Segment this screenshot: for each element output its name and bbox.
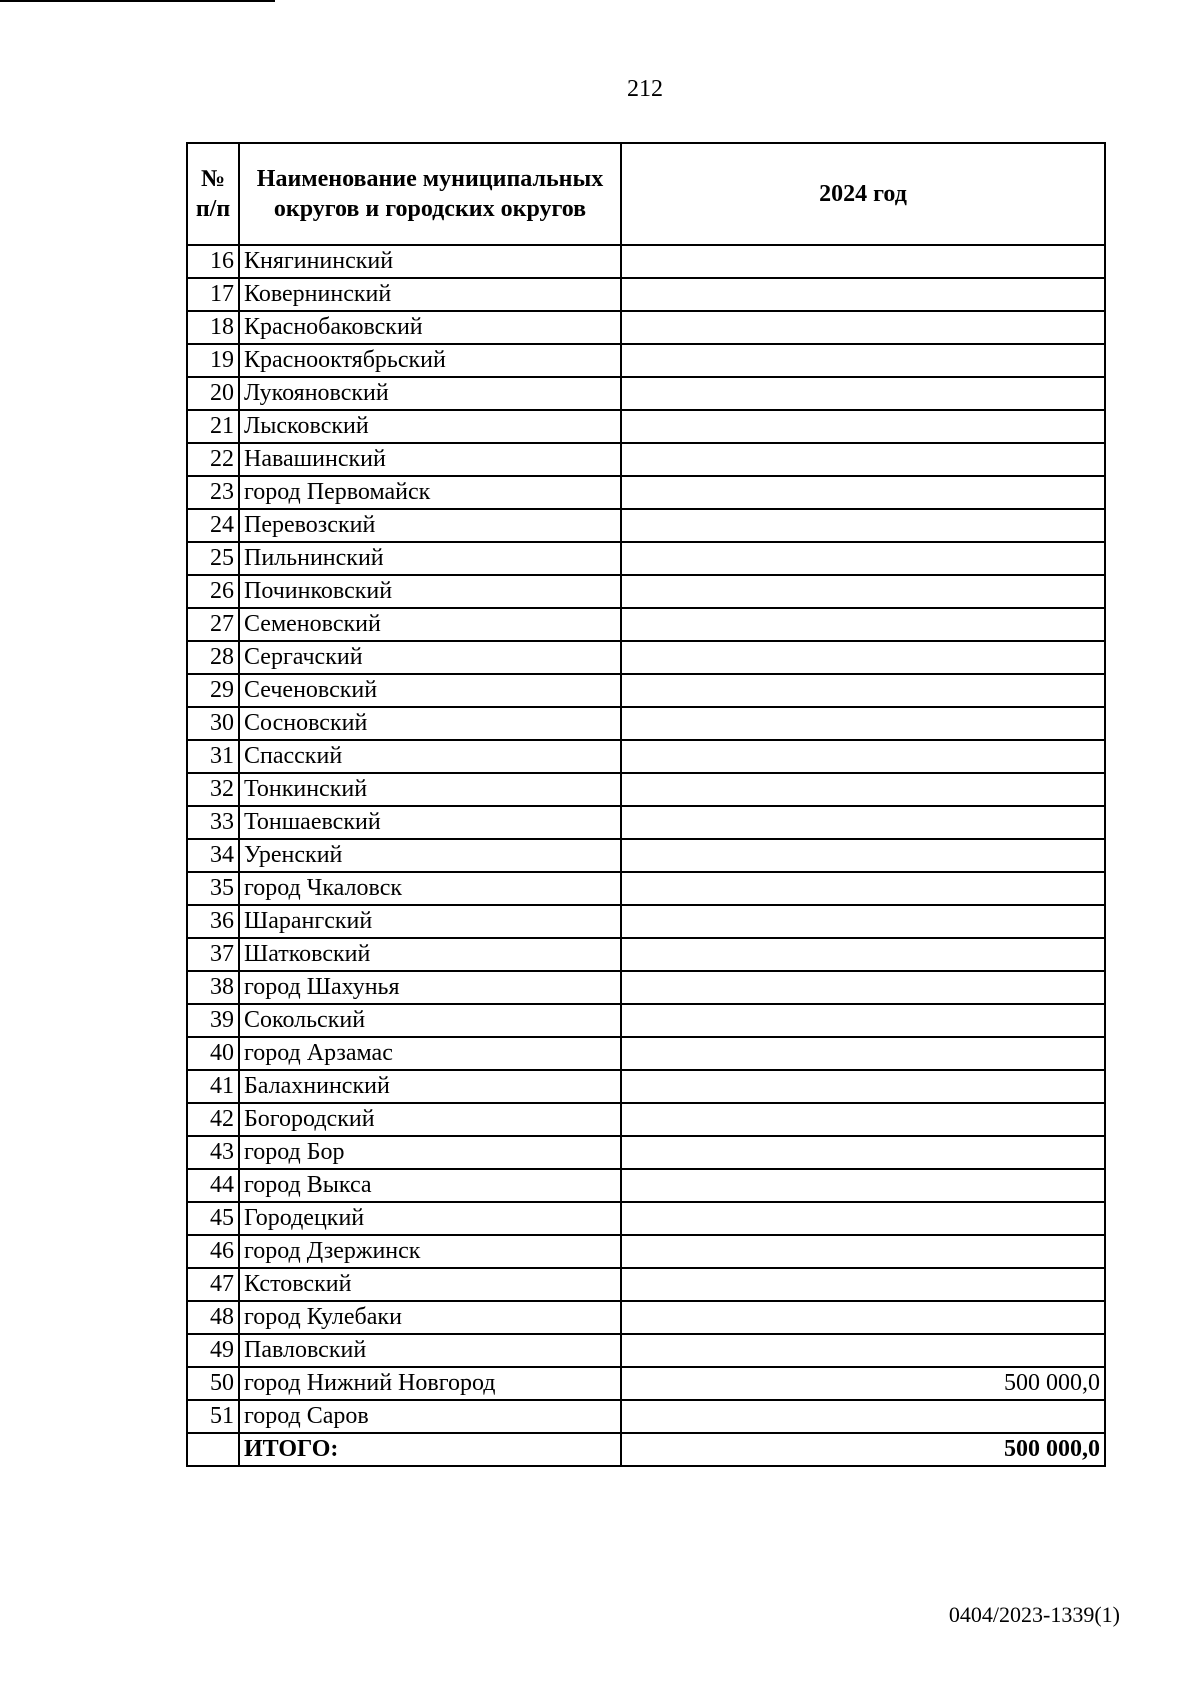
row-value: [621, 608, 1105, 641]
row-number: 16: [187, 245, 239, 278]
row-value: [621, 278, 1105, 311]
row-number: 21: [187, 410, 239, 443]
row-value: [621, 641, 1105, 674]
row-value: [621, 410, 1105, 443]
table-row: [187, 1301, 1105, 1334]
table-header-row: [187, 143, 1105, 245]
row-value: [621, 1400, 1105, 1433]
table-row: [187, 872, 1105, 905]
row-name: Перевозский: [239, 509, 621, 542]
row-name: Лысковский: [239, 410, 621, 443]
row-value: [621, 1169, 1105, 1202]
row-number: 37: [187, 938, 239, 971]
row-name: город Шахунья: [239, 971, 621, 1004]
table-row: [187, 740, 1105, 773]
table-row: [187, 971, 1105, 1004]
table-row: [187, 278, 1105, 311]
table-row: [187, 1400, 1105, 1433]
table-row: [187, 542, 1105, 575]
table-row: [187, 608, 1105, 641]
table-row: [187, 1004, 1105, 1037]
row-number: 27: [187, 608, 239, 641]
total-value: 500 000,0: [621, 1433, 1105, 1466]
row-value: [621, 311, 1105, 344]
table-row: [187, 641, 1105, 674]
row-number: 42: [187, 1103, 239, 1136]
table-row: [187, 311, 1105, 344]
row-name: Краснобаковский: [239, 311, 621, 344]
table-row: [187, 1136, 1105, 1169]
table-row: [187, 1037, 1105, 1070]
row-value: [621, 707, 1105, 740]
row-name: город Первомайск: [239, 476, 621, 509]
row-value: [621, 542, 1105, 575]
allocation-table: [186, 142, 1106, 1467]
row-number: 18: [187, 311, 239, 344]
row-name: Сергачский: [239, 641, 621, 674]
row-value: [621, 476, 1105, 509]
row-name: Княгининский: [239, 245, 621, 278]
row-value: [621, 971, 1105, 1004]
row-number: 29: [187, 674, 239, 707]
row-value: [621, 1334, 1105, 1367]
table-row: [187, 1334, 1105, 1367]
row-number: 39: [187, 1004, 239, 1037]
total-number-cell: [187, 1433, 239, 1466]
row-number: 31: [187, 740, 239, 773]
row-name: Семеновский: [239, 608, 621, 641]
row-name: Сеченовский: [239, 674, 621, 707]
row-value: [621, 1136, 1105, 1169]
row-number: 25: [187, 542, 239, 575]
row-number: 47: [187, 1268, 239, 1301]
row-number: 35: [187, 872, 239, 905]
scan-edge-mark: [0, 0, 275, 2]
row-name: Павловский: [239, 1334, 621, 1367]
table-row: [187, 410, 1105, 443]
row-name: Шатковский: [239, 938, 621, 971]
table-row: [187, 443, 1105, 476]
row-value: 500 000,0: [621, 1367, 1105, 1400]
row-number: 50: [187, 1367, 239, 1400]
row-value: [621, 245, 1105, 278]
table-row: [187, 1070, 1105, 1103]
table-row: [187, 905, 1105, 938]
row-number: 41: [187, 1070, 239, 1103]
table-row: [187, 245, 1105, 278]
row-number: 46: [187, 1235, 239, 1268]
row-number: 48: [187, 1301, 239, 1334]
row-number: 30: [187, 707, 239, 740]
table-body: [187, 245, 1105, 1433]
row-value: [621, 1202, 1105, 1235]
row-value: [621, 377, 1105, 410]
row-value: [621, 740, 1105, 773]
row-value: [621, 1070, 1105, 1103]
row-number: 36: [187, 905, 239, 938]
row-name: город Нижний Новгород: [239, 1367, 621, 1400]
row-name: город Чкаловск: [239, 872, 621, 905]
document-code: 0404/2023-1339(1): [948, 1602, 1120, 1627]
row-name: город Арзамас: [239, 1037, 621, 1070]
row-number: 24: [187, 509, 239, 542]
row-name: Сокольский: [239, 1004, 621, 1037]
row-name: Ковернинский: [239, 278, 621, 311]
row-name: Навашинский: [239, 443, 621, 476]
row-value: [621, 674, 1105, 707]
row-name: Балахнинский: [239, 1070, 621, 1103]
table-row: [187, 674, 1105, 707]
row-value: [621, 773, 1105, 806]
table-row: [187, 377, 1105, 410]
row-name: Пильнинский: [239, 542, 621, 575]
table-row: [187, 839, 1105, 872]
table-row: [187, 1202, 1105, 1235]
row-value: [621, 1103, 1105, 1136]
row-name: Тонкинский: [239, 773, 621, 806]
row-number: 20: [187, 377, 239, 410]
row-name: Кстовский: [239, 1268, 621, 1301]
row-value: [621, 839, 1105, 872]
table-row: [187, 938, 1105, 971]
row-name: Тоншаевский: [239, 806, 621, 839]
row-number: 40: [187, 1037, 239, 1070]
table-row: [187, 476, 1105, 509]
row-value: [621, 443, 1105, 476]
row-value: [621, 1037, 1105, 1070]
row-number: 19: [187, 344, 239, 377]
row-value: [621, 1301, 1105, 1334]
row-number: 33: [187, 806, 239, 839]
row-number: 28: [187, 641, 239, 674]
row-value: [621, 575, 1105, 608]
row-value: [621, 1268, 1105, 1301]
table-row: [187, 806, 1105, 839]
row-name: Сосновский: [239, 707, 621, 740]
row-value: [621, 344, 1105, 377]
header-name: Наименование муниципальных округов и городских округов: [239, 143, 621, 245]
table-row: [187, 1268, 1105, 1301]
row-number: 44: [187, 1169, 239, 1202]
table-row: [187, 1367, 1105, 1400]
total-label: ИТОГО:: [239, 1433, 621, 1466]
header-number: № п/п: [187, 143, 239, 245]
row-name: город Выкса: [239, 1169, 621, 1202]
row-value: [621, 872, 1105, 905]
row-number: 17: [187, 278, 239, 311]
table-row: [187, 773, 1105, 806]
table-row: [187, 575, 1105, 608]
total-row: [187, 1433, 1105, 1466]
row-name: Починковский: [239, 575, 621, 608]
table-row: [187, 344, 1105, 377]
row-number: 34: [187, 839, 239, 872]
row-value: [621, 1235, 1105, 1268]
page-number: 212: [627, 76, 663, 102]
row-name: Спасский: [239, 740, 621, 773]
row-name: город Дзержинск: [239, 1235, 621, 1268]
row-value: [621, 509, 1105, 542]
table-row: [187, 1169, 1105, 1202]
row-number: 45: [187, 1202, 239, 1235]
row-value: [621, 1004, 1105, 1037]
row-number: 38: [187, 971, 239, 1004]
row-number: 51: [187, 1400, 239, 1433]
table-row: [187, 707, 1105, 740]
row-number: 43: [187, 1136, 239, 1169]
table-row: [187, 509, 1105, 542]
row-name: Лукояновский: [239, 377, 621, 410]
row-name: Городецкий: [239, 1202, 621, 1235]
row-name: Шарангский: [239, 905, 621, 938]
table-row: [187, 1235, 1105, 1268]
row-number: 32: [187, 773, 239, 806]
row-name: город Бор: [239, 1136, 621, 1169]
table-row: [187, 1103, 1105, 1136]
row-name: город Кулебаки: [239, 1301, 621, 1334]
row-value: [621, 905, 1105, 938]
header-year: 2024 год: [621, 143, 1105, 245]
row-number: 23: [187, 476, 239, 509]
row-value: [621, 938, 1105, 971]
row-number: 22: [187, 443, 239, 476]
row-number: 49: [187, 1334, 239, 1367]
row-name: Богородский: [239, 1103, 621, 1136]
row-name: Краснооктябрьский: [239, 344, 621, 377]
row-value: [621, 806, 1105, 839]
row-name: Уренский: [239, 839, 621, 872]
row-number: 26: [187, 575, 239, 608]
row-name: город Саров: [239, 1400, 621, 1433]
